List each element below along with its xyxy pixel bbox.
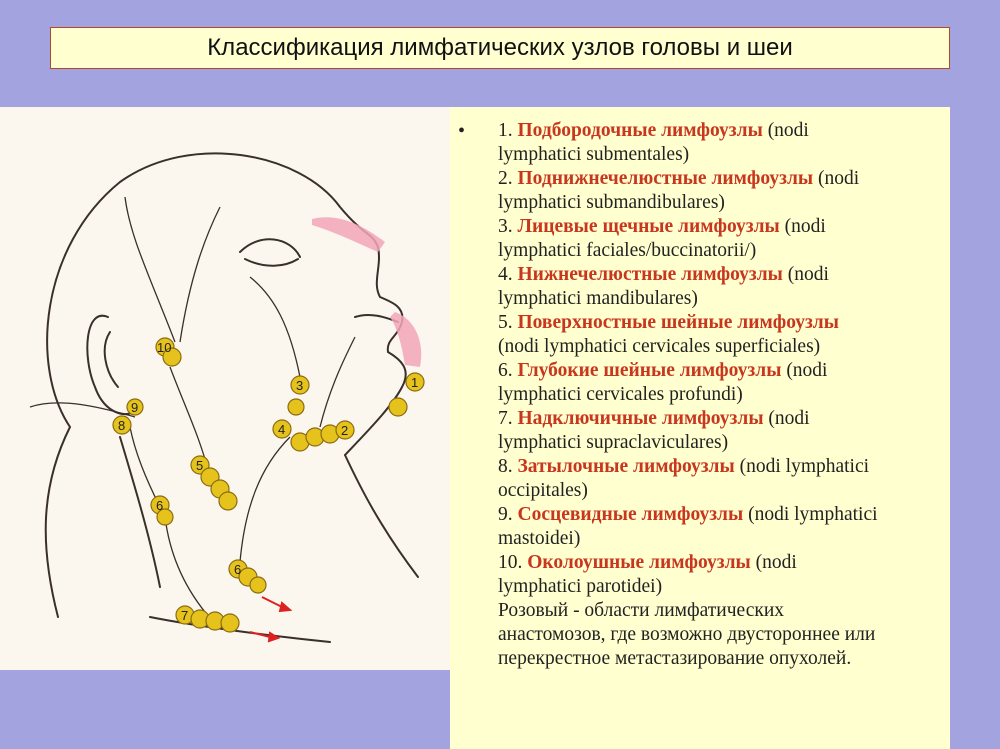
list-item: 3. Лицевые щечные лимфоузлы (nodi lymphatici faciales/buccinatorii/) [498,216,826,261]
anastomosis-note: Розовый - области лимфатических анастомозов, где возможно двустороннее или перекрестное метастазирование опухолей. [498,600,876,669]
node-label-7: 7 [181,608,189,623]
list-item: 8. Затылочные лимфоузлы (nodi lymphatici occipitales) [498,456,870,501]
lymph-node-list [498,119,878,671]
node-label-5: 5 [196,458,204,473]
list-item: 7. Надключичные лимфоузлы (nodi lymphatici supraclaviculares) [498,408,810,453]
list-item: 1. Подбородочные лимфоузлы (nodi lymphatici submentales) [498,120,809,165]
node-label-8: 8 [118,418,126,433]
head-neck-lymph-diagram [0,107,450,670]
node-label-1: 1 [411,375,419,390]
eye-lower [245,259,298,266]
node-label-2: 2 [341,423,349,438]
node-label-6b: 6 [234,562,242,577]
bullet-marker: • [458,120,466,142]
list-item: 2. Поднижнечелюстные лимфоузлы (nodi lymphatici submandibulares) [498,168,860,213]
ear-inner [105,332,118,387]
face-profile [345,247,406,455]
lymph-node-illustration [0,107,450,670]
ear-outline [87,316,135,414]
slide-title: Классификация лимфатических узлов головы и шеи [50,27,950,69]
node-label-10: 10 [157,340,172,355]
eye-upper [240,239,300,257]
jaw-neck-front [345,455,418,577]
node-label-3: 3 [296,378,304,393]
anastomosis-nose [312,217,385,252]
list-item: 6. Глубокие шейные лимфоузлы (nodi lymphatici cervicales profundi) [498,360,828,405]
list-item: 10. Околоушные лимфоузлы (nodi lymphatici parotidei) [498,552,797,597]
list-item: 5. Поверхностные шейные лимфоузлы (nodi lymphatici cervicales superficiales) [498,312,839,357]
node-label-4: 4 [278,422,286,437]
node-label-9: 9 [131,400,139,415]
shoulder-line [150,617,330,642]
anastomosis-chin [390,312,421,367]
list-item: 9. Сосцевидные лимфоузлы (nodi lymphatici mastoidei) [498,504,878,549]
node-label-6a: 6 [156,498,164,513]
list-item: 4. Нижнечелюстные лимфоузлы (nodi lymphatici mandibulares) [498,264,829,309]
classification-panel [450,107,950,749]
